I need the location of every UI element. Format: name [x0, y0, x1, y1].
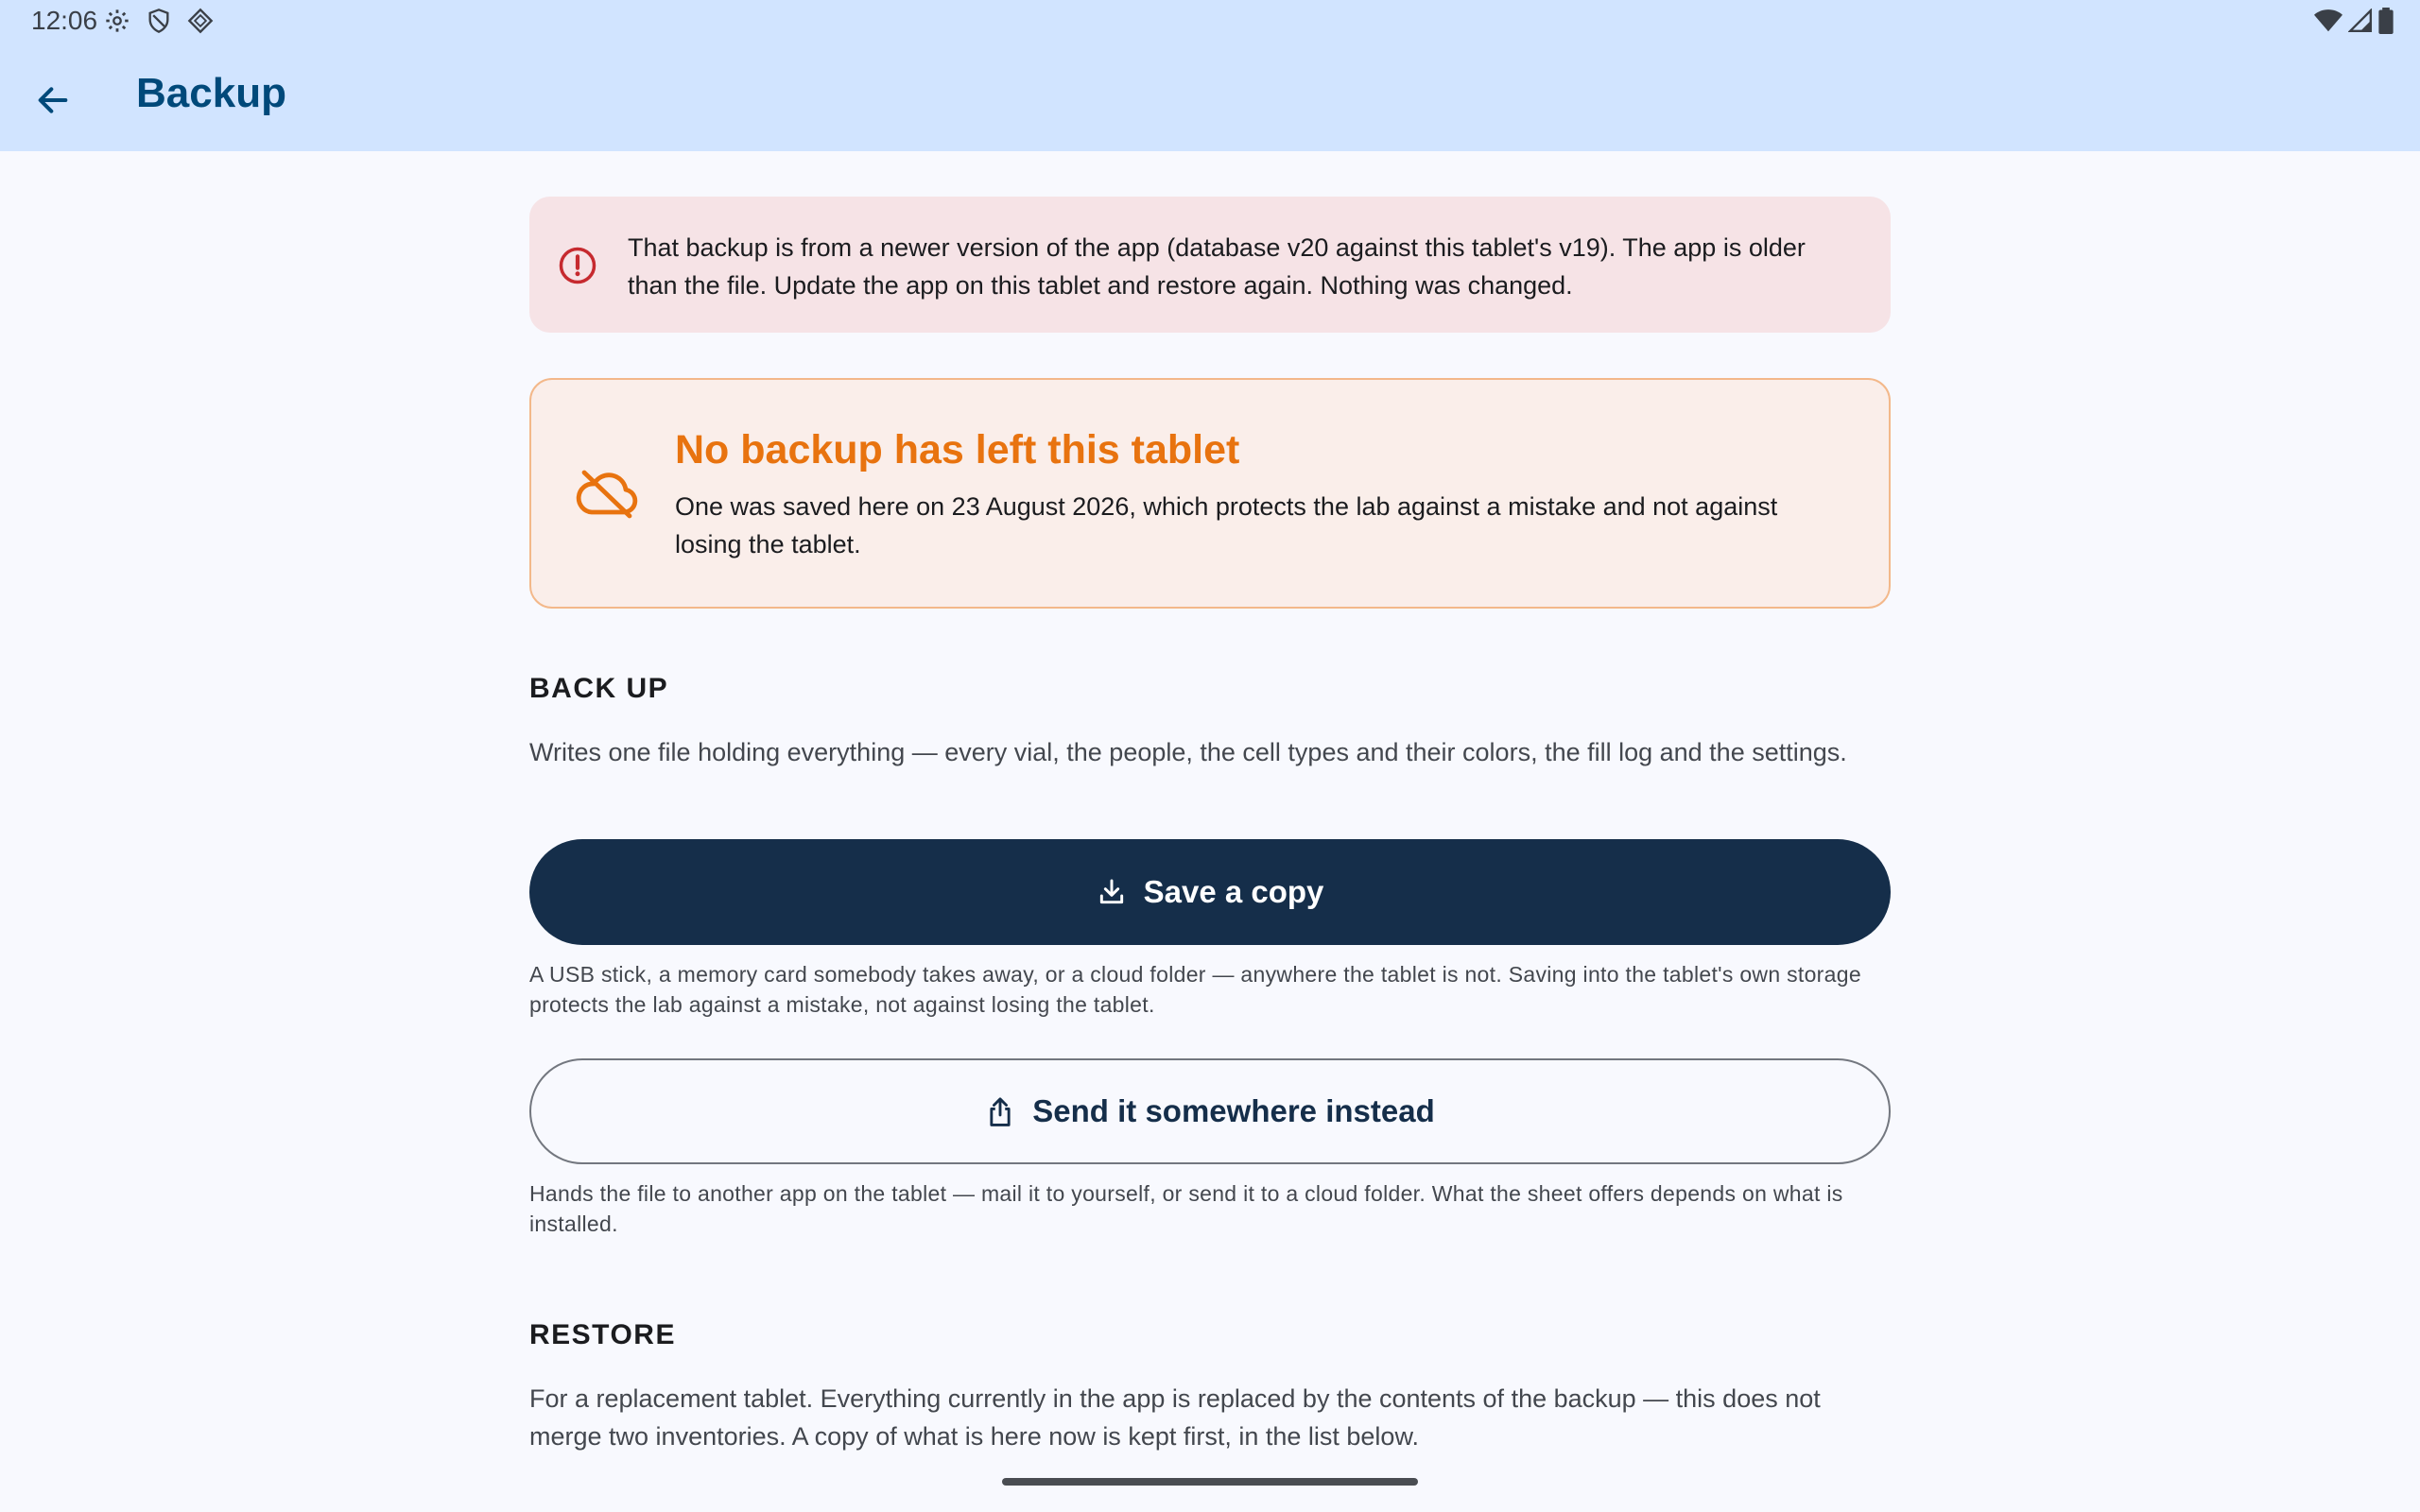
page-title: Backup	[136, 70, 286, 116]
send-somewhere-label: Send it somewhere instead	[1032, 1093, 1435, 1128]
app-bar	[0, 0, 2420, 151]
error-banner	[529, 197, 1891, 333]
restore-heading: RESTORE	[529, 1319, 676, 1350]
warning-message: One was saved here on 23 August 2026, which protects the lab against a mistake and not against losing the tablet.	[675, 492, 1778, 558]
share-icon	[985, 1095, 1015, 1127]
back-up-heading: BACK UP	[529, 673, 669, 704]
settings-gear-icon	[104, 8, 130, 34]
shield-icon	[146, 8, 172, 34]
gesture-home-bar[interactable]	[1002, 1478, 1418, 1486]
save-copy-button[interactable]	[529, 839, 1891, 945]
battery-icon	[2378, 8, 2394, 34]
status-time: 12:06	[31, 6, 98, 35]
diamond-icon	[187, 8, 214, 34]
send-somewhere-hint: Hands the file to another app on the tablet — mail it to yourself, or send it to a cloud folder. What the sheet offers depends on what is installed.	[529, 1181, 1843, 1236]
restore-description: For a replacement tablet. Everything currently in the app is replaced by the contents of the backup — this does not merge two inventories. A copy of what is here now is kept first, in the list below.	[529, 1384, 1821, 1451]
wifi-icon	[2314, 9, 2342, 33]
warning-card	[529, 378, 1891, 609]
back-button[interactable]	[21, 68, 85, 132]
arrow-back-icon	[34, 81, 72, 119]
warning-title: No backup has left this tablet	[675, 427, 1240, 472]
error-icon	[558, 246, 597, 285]
status-icons-right	[2314, 8, 2394, 34]
status-icons-left	[104, 8, 214, 34]
cloud-off-icon	[575, 467, 639, 520]
download-icon	[1097, 877, 1127, 907]
save-copy-label: Save a copy	[1143, 874, 1324, 909]
back-up-description: Writes one file holding everything — every vial, the people, the cell types and their colors, the fill log and the settings.	[529, 738, 1847, 766]
cell-signal-icon	[2348, 9, 2373, 33]
error-message: That backup is from a newer version of the app (database v20 against this tablet's v19). The app is older than the file. Update the app on this tablet and restore again. Nothing was changed.	[628, 233, 1806, 300]
send-somewhere-button[interactable]	[529, 1058, 1891, 1164]
save-copy-hint: A USB stick, a memory card somebody takes away, or a cloud folder — anywhere the tablet is not. Saving into the tablet's own storage protects the lab against a mistake, not against losing the tablet.	[529, 962, 1861, 1017]
